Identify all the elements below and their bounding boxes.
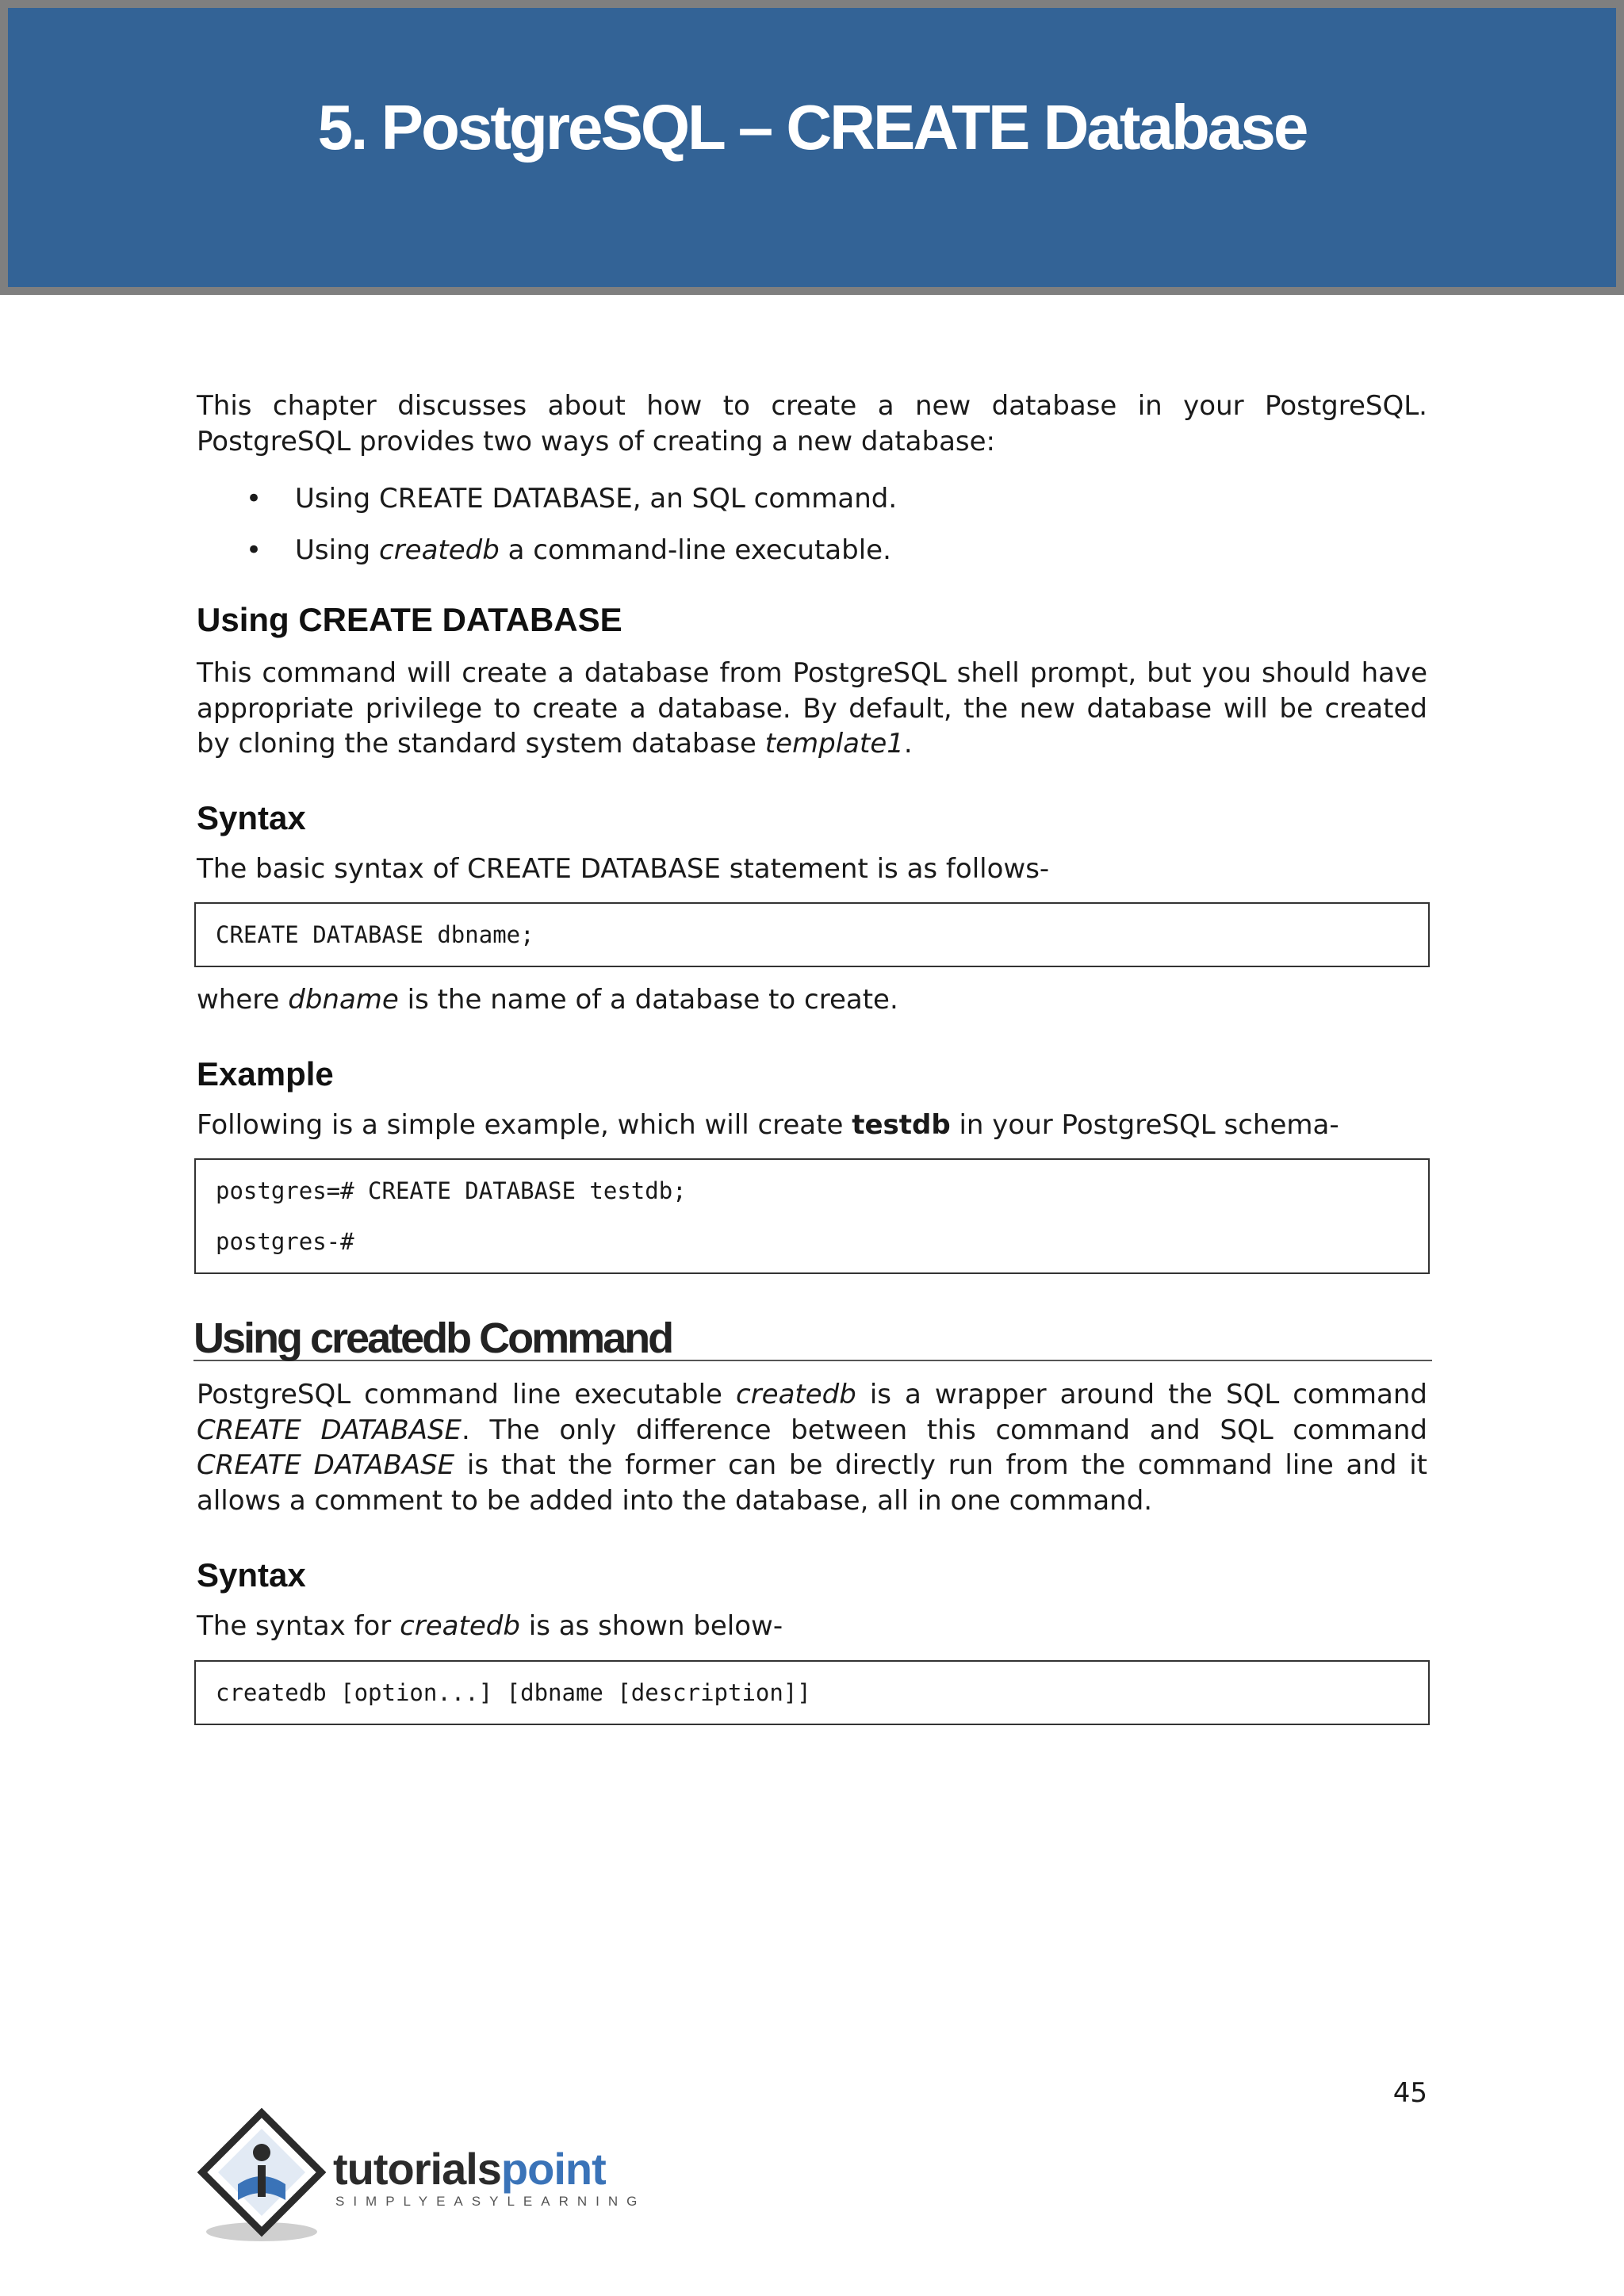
paragraph-emphasis: createdb [735, 1379, 856, 1410]
bullet-text-post: a command-line executable. [499, 534, 891, 566]
paragraph-text: . The only difference between this command and SQL command [462, 1414, 1427, 1446]
logo-diamond-icon [194, 2105, 337, 2248]
code-block [194, 1158, 1430, 1274]
code-line: postgres-# [216, 1228, 354, 1255]
logo-tagline: SIMPLYEASYLEARNING [335, 2194, 646, 2209]
page-number: 45 [1392, 2077, 1427, 2109]
bullet-text: Using CREATE DATABASE, an SQL command. [295, 483, 898, 515]
code-line: CREATE DATABASE dbname; [216, 921, 534, 948]
subsection-heading: Example [197, 1054, 334, 1093]
bullet-text-emphasis: createdb [378, 534, 500, 566]
bullet-icon: • [246, 483, 262, 515]
subsection-heading: Syntax [197, 1556, 306, 1594]
bullet-item [197, 481, 1427, 516]
code-line: postgres=# CREATE DATABASE testdb; [216, 1177, 687, 1204]
code-block [194, 1660, 1430, 1725]
intro-bullet-list [197, 481, 1427, 568]
paragraph-text: This command will create a database from PostgreSQL shell prompt, but you should have appropriate privilege to create a database. By default, the new database will be created by cloning the standard system database [197, 657, 1427, 760]
paragraph-emphasis: dbname [288, 984, 399, 1016]
section-heading: Using createdb Command [193, 1318, 1432, 1361]
code-line: createdb [option...] [dbname [description]] [216, 1678, 811, 1706]
paragraph-text: The syntax for [197, 1610, 400, 1642]
paragraph-emphasis: template1 [764, 728, 904, 760]
chapter-banner [0, 0, 1624, 295]
paragraph-text: is as shown below- [519, 1610, 783, 1642]
section-heading: Using CREATE DATABASE [197, 601, 622, 638]
paragraph-emphasis: CREATE DATABASE [197, 1414, 462, 1446]
logo-wordmark [333, 2143, 606, 2195]
section-paragraph [197, 1377, 1427, 1518]
logo-word-point: point [500, 2144, 606, 2194]
syntax-explanation [197, 982, 1427, 1018]
paragraph-text: Following is a simple example, which will create [197, 1108, 852, 1141]
bullet-icon: • [246, 534, 262, 566]
logo-word-tutorials: tutorials [333, 2144, 501, 2194]
paragraph-emphasis: CREATE DATABASE [197, 1449, 455, 1481]
paragraph-text: in your PostgreSQL schema- [950, 1108, 1339, 1141]
section-paragraph [197, 656, 1427, 762]
syntax-intro: The basic syntax of CREATE DATABASE statement is as follows- [197, 852, 1050, 885]
paragraph-emphasis: createdb [400, 1610, 520, 1642]
bullet-item [197, 533, 1427, 568]
paragraph-bold: testdb [852, 1108, 951, 1141]
paragraph-text: . [903, 728, 913, 760]
paragraph-text: is the name of a database to create. [398, 984, 898, 1016]
intro-paragraph: This chapter discusses about how to create a new database in your PostgreSQL. PostgreSQL provides two ways of creating a new database: [197, 390, 1427, 457]
paragraph-text: is that the former can be directly run from the command line and it allows a comment to be added into the database, all in one command. [197, 1449, 1427, 1517]
code-block [194, 902, 1430, 967]
bullet-text-pre: Using [295, 534, 379, 566]
example-intro [197, 1108, 1427, 1143]
page-content [193, 388, 1427, 1725]
paragraph-text: where [197, 984, 289, 1016]
subsection-heading: Syntax [197, 798, 306, 836]
syntax-intro [197, 1609, 1427, 1644]
paragraph-text: is a wrapper around the SQL command [856, 1379, 1427, 1410]
paragraph-text: PostgreSQL command line executable [197, 1379, 736, 1410]
chapter-title: 5. PostgreSQL – CREATE Database [317, 92, 1307, 163]
tutorialspoint-logo [194, 2105, 670, 2248]
